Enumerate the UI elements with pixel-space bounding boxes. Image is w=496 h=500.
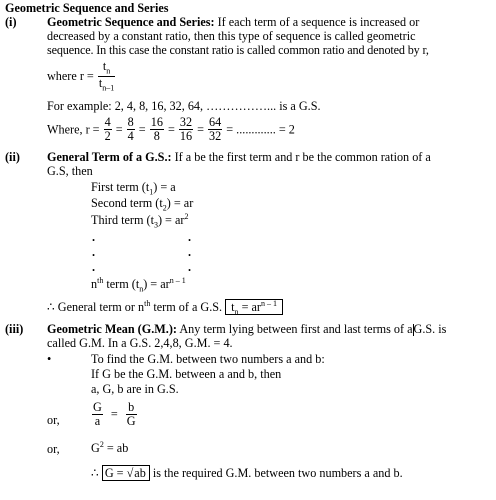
gm-step1: To find the G.M. between two numbers a and b: (91, 352, 325, 366)
g-over-a: $\frac{G}{a}$ (93, 400, 102, 429)
ratio-definition (47, 60, 116, 93)
section-iii-line2: called G.M. In a G.S. 2,4,8, G.M. = 4. (47, 336, 233, 350)
fraction-3: $\frac{16}{8}$ (150, 115, 163, 144)
section-ii-line1 (47, 150, 431, 165)
g-squared-equation: $G^2$ = ab (91, 440, 129, 456)
dot: . (92, 245, 96, 259)
fraction-1: $\frac{4}{2}$ (104, 115, 111, 144)
gm-result-text: is the required G.M. between two numbers a and b. (152, 466, 403, 480)
gm-step3: a, G, b are in G.S. (91, 382, 179, 396)
section-ii-line2: G.S, then (47, 164, 93, 178)
fraction-4: $\frac{32}{16}$ (179, 115, 193, 144)
dot: . (92, 260, 96, 274)
second-term: Second term $(t_2)$ = ar (91, 196, 194, 213)
ratio-numerator: $t_n$ (98, 60, 115, 77)
bullet: • (47, 352, 52, 366)
section-iii-text1a: Any term lying between first and last terms of a (179, 322, 413, 336)
example-line: For example: 2, 4, 8, 16, 32, 64, ……………... is a G.S. (47, 99, 321, 113)
nth-term: $n^{th}$ term $(t_n) = ar^{n - 1}$ (91, 276, 186, 294)
first-term: First term $(t_1) = a$ (91, 180, 176, 197)
general-term-box: $t_n = ar^{n - 1}$ (225, 299, 283, 315)
or-label-1: or, (47, 413, 60, 427)
where2-label: Where, r = (47, 122, 100, 137)
section-iii-heading: Geometric Mean (G.M.): (47, 322, 177, 336)
general-term-line: ∴ General term or $n^{th}$ term of a G.S. $t_n = ar^{n - 1}$ (47, 299, 283, 318)
section-ii-text1: If a be the first term and r be the common ration of a (174, 150, 431, 164)
dot: . (188, 260, 192, 274)
ratio-example: Where, r = $\frac{4}{2}$ = $\frac{8}{4}$ = $\frac{16}{8}$ = $\frac{32}{16}$ = $\frac{64}{32}$ = ............. = 2 (47, 115, 295, 144)
ratio-denominator: $t_{n-1}$ (98, 76, 115, 93)
dot: . (92, 230, 96, 244)
section-number-i: (i) (5, 15, 17, 29)
section-i-text1: If each term of a sequence is increased or (217, 15, 420, 29)
dot: . (188, 245, 192, 259)
ratio-fraction (98, 60, 115, 93)
dot: . (188, 230, 192, 244)
page-title: Geometric Sequence and Series (5, 1, 169, 15)
section-number-ii: (ii) (5, 150, 20, 164)
section-iii-text1b: G.S. is (413, 322, 447, 336)
gm-step2: If G be the G.M. between a and b, then (91, 367, 282, 381)
gm-ratio-equation: $\frac{G}{a}$ = $\frac{b}{G}$ (93, 400, 136, 429)
section-ii-heading: General Term of a G.S.: (47, 150, 172, 164)
where-label: where r = (47, 69, 94, 84)
gm-result-box: G = √ab (102, 465, 150, 481)
section-i-line3: sequence. In this case the constant ratio is called common ratio and denoted by r, (47, 43, 429, 57)
section-i-line2: decreased by a constant ratio, then this type of sequence is called geometric (47, 29, 416, 43)
fraction-5: $\frac{64}{32}$ (209, 115, 222, 144)
section-i-line1 (47, 15, 419, 30)
ratio-ellipsis: = ............. = 2 (226, 122, 295, 137)
section-number-iii: (iii) (5, 322, 24, 336)
fraction-2: $\frac{8}{4}$ (127, 115, 134, 144)
or-label-2: or, (47, 442, 60, 456)
section-i-heading: Geometric Sequence and Series: (47, 15, 215, 29)
b-over-g: $\frac{b}{G}$ (126, 400, 136, 429)
gm-result-line: ∴ G = √ab is the required G.M. between two numbers a and b. (91, 466, 403, 480)
section-iii-line1 (47, 322, 446, 337)
third-term: Third term $(t_3) = ar^2$ (91, 212, 189, 230)
